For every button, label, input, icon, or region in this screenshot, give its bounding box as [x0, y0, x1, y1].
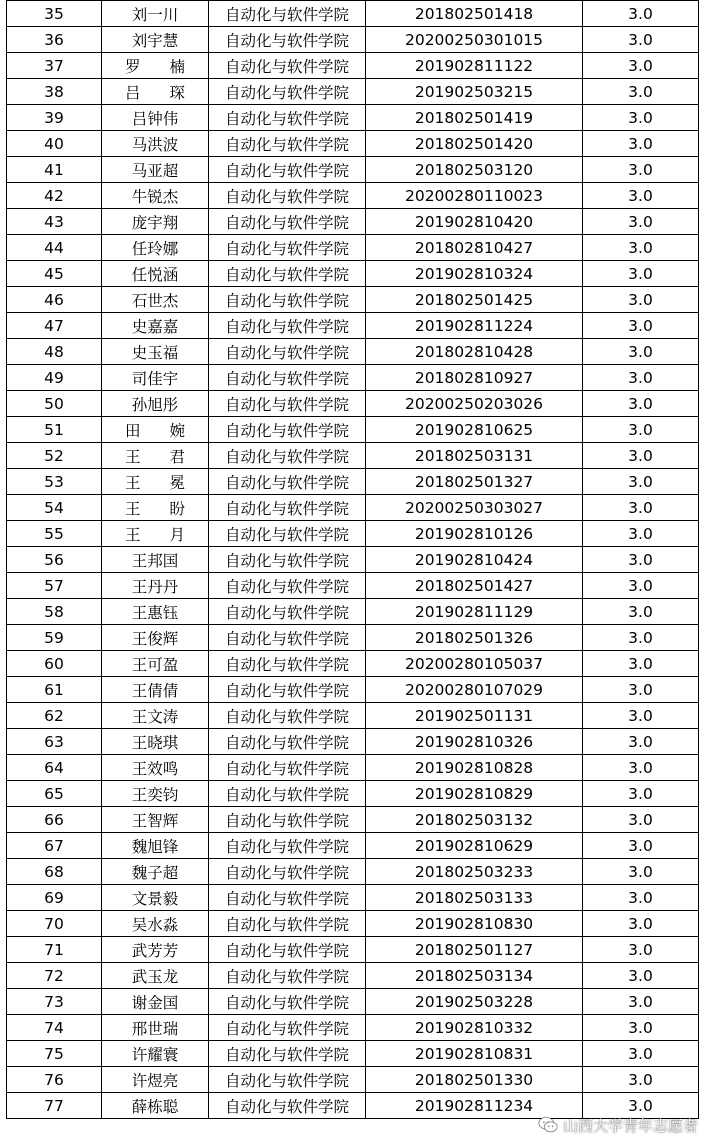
college-name: 自动化与软件学院 [209, 989, 366, 1015]
college-name: 自动化与软件学院 [209, 443, 366, 469]
college-name: 自动化与软件学院 [209, 261, 366, 287]
volunteer-hours: 3.0 [583, 755, 699, 781]
student-name: 庞宇翔 [102, 209, 209, 235]
volunteer-hours: 3.0 [583, 651, 699, 677]
volunteer-hours: 3.0 [583, 495, 699, 521]
college-name: 自动化与软件学院 [209, 963, 366, 989]
table-row [7, 53, 699, 79]
college-name: 自动化与软件学院 [209, 53, 366, 79]
college-name: 自动化与软件学院 [209, 521, 366, 547]
college-name: 自动化与软件学院 [209, 1093, 366, 1119]
student-id: 201802501427 [366, 573, 583, 599]
student-id: 201802501420 [366, 131, 583, 157]
volunteer-hours: 3.0 [583, 1067, 699, 1093]
table-row [7, 105, 699, 131]
college-name: 自动化与软件学院 [209, 1067, 366, 1093]
row-number: 62 [7, 703, 102, 729]
table-row [7, 235, 699, 261]
table-row [7, 677, 699, 703]
student-name: 刘一川 [102, 1, 209, 27]
volunteer-hours: 3.0 [583, 27, 699, 53]
college-name: 自动化与软件学院 [209, 1, 366, 27]
row-number: 70 [7, 911, 102, 937]
row-number: 60 [7, 651, 102, 677]
volunteer-hours: 3.0 [583, 677, 699, 703]
volunteer-hours: 3.0 [583, 885, 699, 911]
student-name: 王文涛 [102, 703, 209, 729]
student-name: 吕钟伟 [102, 105, 209, 131]
student-name: 武玉龙 [102, 963, 209, 989]
row-number: 72 [7, 963, 102, 989]
college-name: 自动化与软件学院 [209, 157, 366, 183]
row-number: 50 [7, 391, 102, 417]
volunteer-hours: 3.0 [583, 807, 699, 833]
college-name: 自动化与软件学院 [209, 469, 366, 495]
volunteer-hours: 3.0 [583, 989, 699, 1015]
row-number: 51 [7, 417, 102, 443]
row-number: 44 [7, 235, 102, 261]
row-number: 56 [7, 547, 102, 573]
row-number: 74 [7, 1015, 102, 1041]
student-id: 201902811129 [366, 599, 583, 625]
student-id: 201902810629 [366, 833, 583, 859]
student-name: 谢金国 [102, 989, 209, 1015]
student-id: 201902810829 [366, 781, 583, 807]
table-row [7, 937, 699, 963]
table-row [7, 1067, 699, 1093]
student-id: 201802810927 [366, 365, 583, 391]
row-number: 73 [7, 989, 102, 1015]
college-name: 自动化与软件学院 [209, 755, 366, 781]
student-name: 王智辉 [102, 807, 209, 833]
student-name: 牛锐杰 [102, 183, 209, 209]
student-name: 王 君 [102, 443, 209, 469]
row-number: 69 [7, 885, 102, 911]
volunteer-hours: 3.0 [583, 729, 699, 755]
row-number: 61 [7, 677, 102, 703]
row-number: 42 [7, 183, 102, 209]
college-name: 自动化与软件学院 [209, 287, 366, 313]
student-name: 任玲娜 [102, 235, 209, 261]
table-row [7, 443, 699, 469]
college-name: 自动化与软件学院 [209, 339, 366, 365]
student-id: 201802503134 [366, 963, 583, 989]
college-name: 自动化与软件学院 [209, 105, 366, 131]
row-number: 77 [7, 1093, 102, 1119]
row-number: 40 [7, 131, 102, 157]
table-row [7, 1041, 699, 1067]
student-id: 201902501131 [366, 703, 583, 729]
volunteer-hours: 3.0 [583, 53, 699, 79]
table-row [7, 703, 699, 729]
table-row [7, 807, 699, 833]
college-name: 自动化与软件学院 [209, 547, 366, 573]
row-number: 41 [7, 157, 102, 183]
table-row [7, 859, 699, 885]
student-name: 邢世瑞 [102, 1015, 209, 1041]
student-id: 201902810420 [366, 209, 583, 235]
volunteer-hours: 3.0 [583, 547, 699, 573]
college-name: 自动化与软件学院 [209, 729, 366, 755]
student-id: 201902810625 [366, 417, 583, 443]
table-row [7, 547, 699, 573]
student-id: 20200280107029 [366, 677, 583, 703]
student-id: 201802503120 [366, 157, 583, 183]
watermark [537, 1114, 698, 1136]
student-id: 201902810831 [366, 1041, 583, 1067]
row-number: 65 [7, 781, 102, 807]
student-name: 王 月 [102, 521, 209, 547]
table-row [7, 287, 699, 313]
volunteer-hours: 3.0 [583, 391, 699, 417]
volunteer-hours: 3.0 [583, 781, 699, 807]
volunteer-hours-table [6, 0, 699, 1119]
table-row [7, 963, 699, 989]
table-row [7, 755, 699, 781]
volunteer-hours: 3.0 [583, 365, 699, 391]
volunteer-hours: 3.0 [583, 599, 699, 625]
table-row [7, 1015, 699, 1041]
row-number: 71 [7, 937, 102, 963]
table-row [7, 729, 699, 755]
student-name: 罗 楠 [102, 53, 209, 79]
student-id: 201902810326 [366, 729, 583, 755]
row-number: 75 [7, 1041, 102, 1067]
volunteer-hours: 3.0 [583, 1, 699, 27]
college-name: 自动化与软件学院 [209, 365, 366, 391]
college-name: 自动化与软件学院 [209, 599, 366, 625]
student-name: 孙旭彤 [102, 391, 209, 417]
student-id: 20200250303027 [366, 495, 583, 521]
table-row [7, 495, 699, 521]
student-name: 马亚超 [102, 157, 209, 183]
college-name: 自动化与软件学院 [209, 703, 366, 729]
volunteer-hours: 3.0 [583, 261, 699, 287]
college-name: 自动化与软件学院 [209, 235, 366, 261]
table-row [7, 599, 699, 625]
volunteer-hours: 3.0 [583, 963, 699, 989]
row-number: 48 [7, 339, 102, 365]
volunteer-table-container [6, 0, 698, 1119]
volunteer-hours: 3.0 [583, 131, 699, 157]
volunteer-hours: 3.0 [583, 313, 699, 339]
college-name: 自动化与软件学院 [209, 911, 366, 937]
table-row [7, 131, 699, 157]
table-row [7, 521, 699, 547]
row-number: 46 [7, 287, 102, 313]
college-name: 自动化与软件学院 [209, 79, 366, 105]
student-name: 王惠钰 [102, 599, 209, 625]
student-id: 20200280105037 [366, 651, 583, 677]
student-id: 201902810126 [366, 521, 583, 547]
student-id: 201902811234 [366, 1093, 583, 1119]
volunteer-hours: 3.0 [583, 859, 699, 885]
volunteer-hours: 3.0 [583, 105, 699, 131]
student-id: 201802503233 [366, 859, 583, 885]
volunteer-hours: 3.0 [583, 625, 699, 651]
college-name: 自动化与软件学院 [209, 781, 366, 807]
volunteer-hours: 3.0 [583, 443, 699, 469]
student-name: 王倩倩 [102, 677, 209, 703]
student-id: 20200250203026 [366, 391, 583, 417]
student-name: 王可盈 [102, 651, 209, 677]
row-number: 43 [7, 209, 102, 235]
volunteer-hours: 3.0 [583, 521, 699, 547]
row-number: 64 [7, 755, 102, 781]
student-name: 魏旭锋 [102, 833, 209, 859]
student-id: 20200250301015 [366, 27, 583, 53]
college-name: 自动化与软件学院 [209, 677, 366, 703]
row-number: 38 [7, 79, 102, 105]
row-number: 63 [7, 729, 102, 755]
row-number: 67 [7, 833, 102, 859]
student-name: 王 冕 [102, 469, 209, 495]
student-id: 201902810424 [366, 547, 583, 573]
volunteer-hours: 3.0 [583, 911, 699, 937]
student-id: 201902503228 [366, 989, 583, 1015]
student-id: 201802501127 [366, 937, 583, 963]
college-name: 自动化与软件学院 [209, 209, 366, 235]
student-id: 201802501419 [366, 105, 583, 131]
row-number: 68 [7, 859, 102, 885]
wechat-icon [537, 1114, 559, 1136]
table-row [7, 469, 699, 495]
student-id: 201802501330 [366, 1067, 583, 1093]
volunteer-hours: 3.0 [583, 79, 699, 105]
row-number: 45 [7, 261, 102, 287]
student-name: 许煜亮 [102, 1067, 209, 1093]
table-row [7, 885, 699, 911]
row-number: 59 [7, 625, 102, 651]
table-body [7, 1, 699, 1119]
volunteer-hours: 3.0 [583, 1093, 699, 1119]
row-number: 47 [7, 313, 102, 339]
student-name: 薛栋聪 [102, 1093, 209, 1119]
student-name: 王邦国 [102, 547, 209, 573]
college-name: 自动化与软件学院 [209, 391, 366, 417]
volunteer-hours: 3.0 [583, 209, 699, 235]
volunteer-hours: 3.0 [583, 417, 699, 443]
student-name: 许耀寰 [102, 1041, 209, 1067]
table-row [7, 391, 699, 417]
student-id: 201802810427 [366, 235, 583, 261]
college-name: 自动化与软件学院 [209, 833, 366, 859]
student-id: 201802810428 [366, 339, 583, 365]
table-row [7, 417, 699, 443]
college-name: 自动化与软件学院 [209, 27, 366, 53]
table-row [7, 209, 699, 235]
student-name: 武芳芳 [102, 937, 209, 963]
college-name: 自动化与软件学院 [209, 807, 366, 833]
volunteer-hours: 3.0 [583, 1015, 699, 1041]
row-number: 39 [7, 105, 102, 131]
college-name: 自动化与软件学院 [209, 1041, 366, 1067]
row-number: 55 [7, 521, 102, 547]
volunteer-hours: 3.0 [583, 157, 699, 183]
student-name: 文景毅 [102, 885, 209, 911]
student-id: 201802501326 [366, 625, 583, 651]
student-name: 王俊辉 [102, 625, 209, 651]
student-id: 201902810332 [366, 1015, 583, 1041]
student-name: 马洪波 [102, 131, 209, 157]
student-name: 石世杰 [102, 287, 209, 313]
volunteer-hours: 3.0 [583, 183, 699, 209]
student-id: 201902810828 [366, 755, 583, 781]
table-row [7, 911, 699, 937]
student-name: 王丹丹 [102, 573, 209, 599]
student-id: 201902503215 [366, 79, 583, 105]
table-row [7, 261, 699, 287]
student-name: 王效鸣 [102, 755, 209, 781]
student-name: 王 盼 [102, 495, 209, 521]
volunteer-hours: 3.0 [583, 833, 699, 859]
table-row [7, 79, 699, 105]
college-name: 自动化与软件学院 [209, 651, 366, 677]
volunteer-hours: 3.0 [583, 469, 699, 495]
table-row [7, 339, 699, 365]
student-name: 魏子超 [102, 859, 209, 885]
student-id: 20200280110023 [366, 183, 583, 209]
table-row [7, 833, 699, 859]
student-name: 刘宇慧 [102, 27, 209, 53]
student-name: 王晓琪 [102, 729, 209, 755]
student-name: 田 婉 [102, 417, 209, 443]
table-row [7, 989, 699, 1015]
volunteer-hours: 3.0 [583, 1041, 699, 1067]
student-name: 史玉福 [102, 339, 209, 365]
row-number: 52 [7, 443, 102, 469]
student-id: 201802501425 [366, 287, 583, 313]
table-row [7, 781, 699, 807]
student-id: 201802503133 [366, 885, 583, 911]
row-number: 37 [7, 53, 102, 79]
table-row [7, 365, 699, 391]
student-id: 201902810324 [366, 261, 583, 287]
student-name: 吕 琛 [102, 79, 209, 105]
row-number: 57 [7, 573, 102, 599]
watermark-text: 山西大学青年志愿者 [562, 1116, 698, 1135]
row-number: 36 [7, 27, 102, 53]
college-name: 自动化与软件学院 [209, 937, 366, 963]
student-id: 201902810830 [366, 911, 583, 937]
college-name: 自动化与软件学院 [209, 131, 366, 157]
student-name: 王奕钧 [102, 781, 209, 807]
row-number: 49 [7, 365, 102, 391]
volunteer-hours: 3.0 [583, 287, 699, 313]
table-row [7, 625, 699, 651]
college-name: 自动化与软件学院 [209, 625, 366, 651]
volunteer-hours: 3.0 [583, 339, 699, 365]
table-row [7, 27, 699, 53]
row-number: 66 [7, 807, 102, 833]
college-name: 自动化与软件学院 [209, 313, 366, 339]
table-row [7, 183, 699, 209]
college-name: 自动化与软件学院 [209, 885, 366, 911]
student-id: 201802503132 [366, 807, 583, 833]
student-name: 史嘉嘉 [102, 313, 209, 339]
volunteer-hours: 3.0 [583, 573, 699, 599]
row-number: 54 [7, 495, 102, 521]
college-name: 自动化与软件学院 [209, 859, 366, 885]
table-row [7, 157, 699, 183]
student-id: 201802501418 [366, 1, 583, 27]
student-name: 任悦涵 [102, 261, 209, 287]
student-id: 201902811122 [366, 53, 583, 79]
student-name: 司佳宇 [102, 365, 209, 391]
student-id: 201902811224 [366, 313, 583, 339]
row-number: 58 [7, 599, 102, 625]
volunteer-hours: 3.0 [583, 235, 699, 261]
college-name: 自动化与软件学院 [209, 417, 366, 443]
college-name: 自动化与软件学院 [209, 495, 366, 521]
student-id: 201802501327 [366, 469, 583, 495]
row-number: 35 [7, 1, 102, 27]
table-row [7, 1, 699, 27]
volunteer-hours: 3.0 [583, 703, 699, 729]
college-name: 自动化与软件学院 [209, 1015, 366, 1041]
table-row [7, 651, 699, 677]
college-name: 自动化与软件学院 [209, 573, 366, 599]
volunteer-hours: 3.0 [583, 937, 699, 963]
student-id: 201802503131 [366, 443, 583, 469]
row-number: 76 [7, 1067, 102, 1093]
table-row [7, 313, 699, 339]
student-name: 吴水淼 [102, 911, 209, 937]
row-number: 53 [7, 469, 102, 495]
college-name: 自动化与软件学院 [209, 183, 366, 209]
table-row [7, 573, 699, 599]
